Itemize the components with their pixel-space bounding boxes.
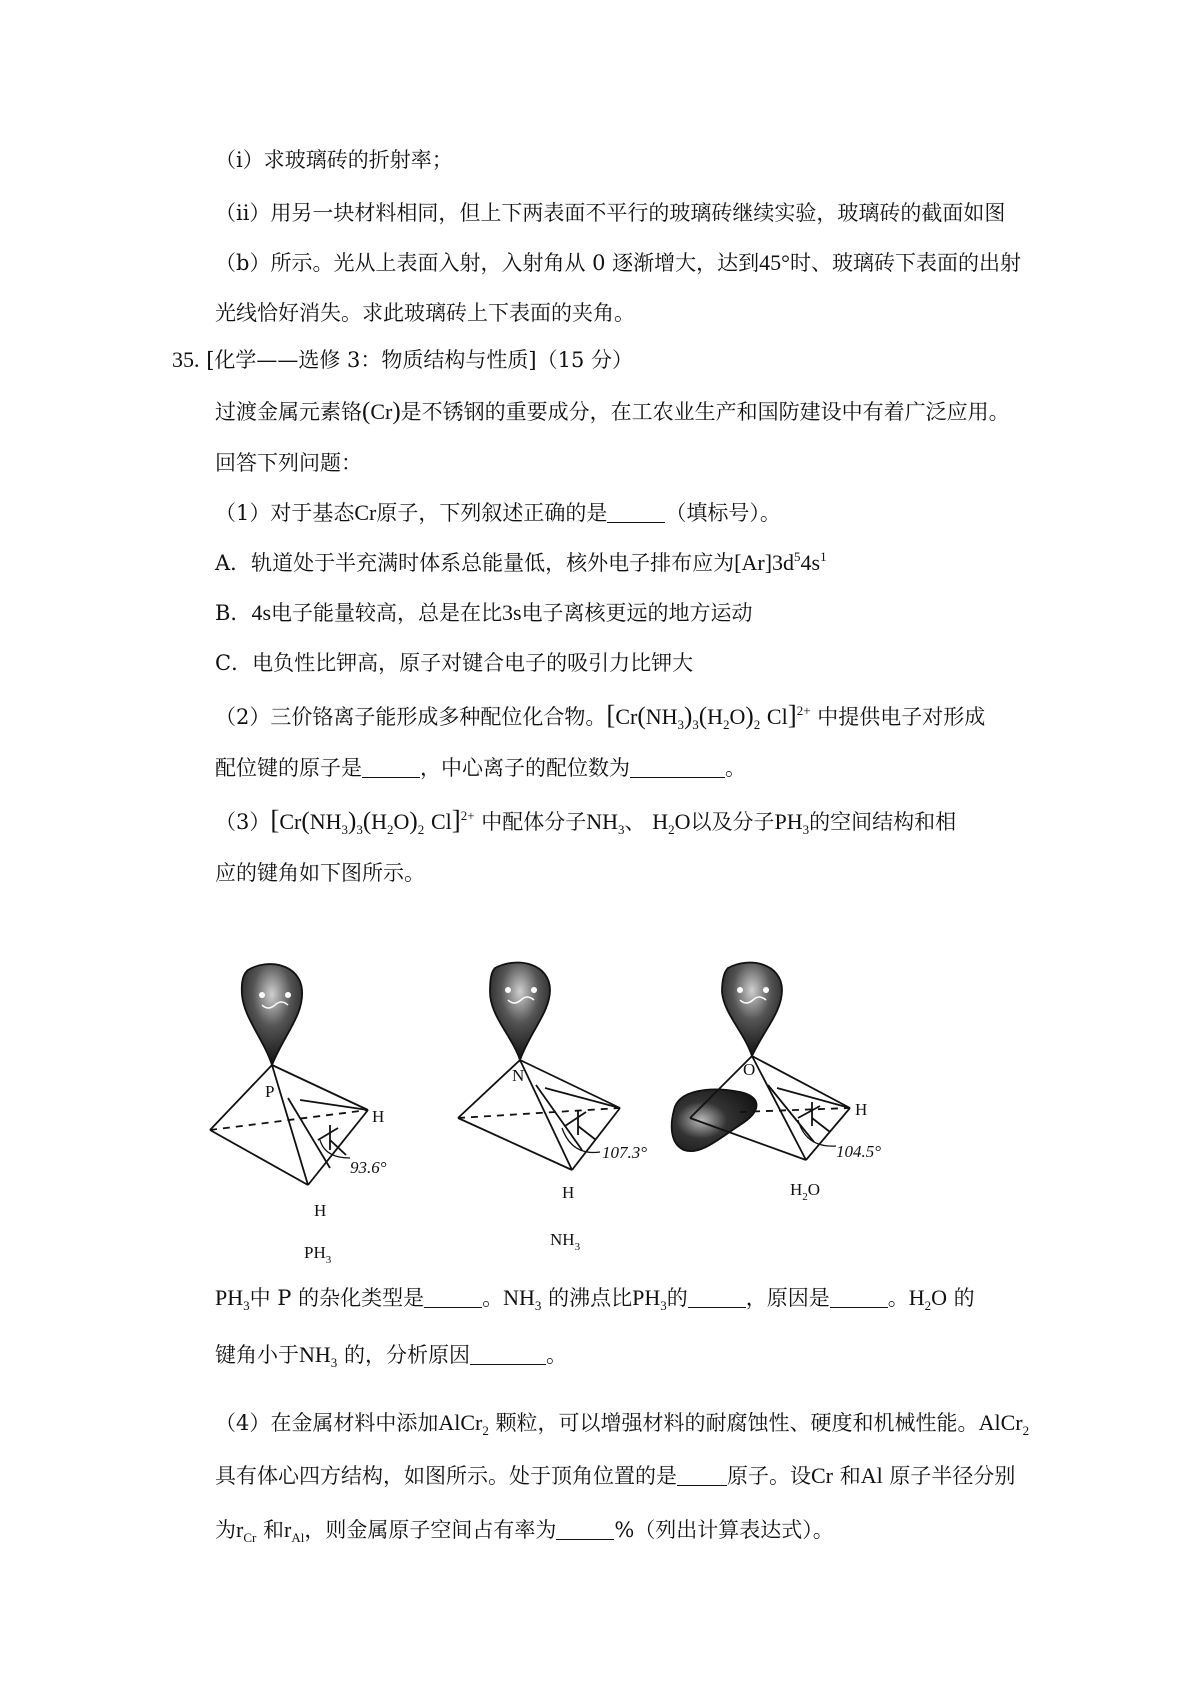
ph3-angle-label: 93.6° [350, 1158, 387, 1177]
answer-blank[interactable] [362, 757, 420, 778]
lone-pair-lobe [722, 963, 782, 1056]
answer-blank[interactable] [424, 1287, 482, 1308]
h2o-angle-label: 104.5° [836, 1142, 882, 1161]
nh3-h-label: H [562, 1183, 575, 1202]
ph3-structure [210, 964, 368, 1185]
h2o-caption: $H_2O$ [790, 1180, 821, 1203]
part-1: （1）对于基态Cr原子，下列叙述正确的是 （填标号）。 [215, 500, 781, 525]
molecular-geometry-figure [200, 960, 960, 1266]
part-4-line2: 具有体心四方结构，如图所示。处于顶角位置的是 原子。设Cr 和Al 原子半径分别 [215, 1463, 1016, 1488]
ph3-center-label: P [265, 1082, 275, 1101]
answer-blank[interactable] [830, 1287, 888, 1308]
nh3-structure [458, 963, 620, 1170]
ph3-caption: $PH_3$ [304, 1243, 332, 1266]
part-3-line1: $(3)[Cr(NH_3)_3(H_2O)_2$ Cl]$^{2+}$ 中配体分子$NH_3$、 $H_2O$以及分子$PH_3$的空间结构和相 [215, 805, 957, 837]
h2o-h-label: H [855, 1100, 868, 1119]
h2o-structure [672, 963, 850, 1160]
question-ii-line3: 光线恰好消失。求此玻璃砖上下表面的夹角。 [215, 301, 635, 325]
part-3-question-line2: 键角小于$NH_3$ 的，分析原因 。 [215, 1342, 567, 1370]
answer-blank[interactable] [677, 1465, 727, 1486]
answer-blank[interactable] [630, 757, 725, 778]
part-4-line3: 为$r_{Cr}$ 和$r_{Al}$，则金属原子空间占有率为 %（列出计算表达式）。 [215, 1517, 834, 1545]
part-2-line2: 配位键的原子是 ，中心离子的配位数为 。 [215, 756, 746, 780]
answer-blank[interactable] [556, 1519, 614, 1540]
option-a: A．轨道处于半充满时体系总能量低，核外电子排布应为$[Ar]3d^54s^1$ [215, 549, 827, 575]
part-2-line1: （2）三价铬离子能形成多种配位化合物。[$Cr(NH_3)_3(H_2O)_2$ Cl]$^{2+}$ 中提供电子对形成 [215, 700, 986, 732]
lone-pair-lobe [672, 1089, 757, 1151]
answer-blank[interactable] [607, 502, 665, 523]
lone-pair-lobe [490, 963, 550, 1060]
h2o-center-label: O [743, 1060, 756, 1079]
ph3-h-label-1: H [372, 1107, 385, 1126]
part-3-line2: 应的键角如下图所示。 [215, 861, 425, 885]
lone-pair-lobe [242, 964, 302, 1065]
ph3-h-label-2: H [314, 1201, 327, 1220]
question-i: （ⅰ）求玻璃砖的折射率； [215, 148, 453, 172]
nh3-center-label: N [512, 1066, 525, 1085]
question-35-intro: 过渡金属元素铬(Cr)是不锈钢的重要成分，在工农业生产和国防建设中有着广泛应用。 [215, 398, 1010, 425]
nh3-caption: $NH_3$ [550, 1230, 581, 1253]
part-4-line1: （4）在金属材料中添加AlCr$_2$ 颗粒，可以增强材料的耐腐蚀性、硬度和机械性能。AlCr$_2$ [215, 1410, 1030, 1438]
question-ii-line2: （b）所示。光从上表面入射，入射角从 0 逐渐增大，达到45°时、玻璃砖下表面的出射 [215, 250, 1021, 275]
answer-prompt: 回答下列问题： [215, 451, 362, 475]
answer-blank[interactable] [470, 1344, 546, 1365]
question-35-heading: 35. [化学——选修 3：物质结构与性质]（15 分） [172, 347, 634, 372]
nh3-angle-label: 107.3° [602, 1143, 648, 1162]
option-b: B．4s电子能量较高，总是在比3s电子离核更远的地方运动 [215, 600, 753, 625]
option-c: C．电负性比钾高，原子对键合电子的吸引力比钾大 [215, 651, 694, 675]
part-3-question-line1: $PH_3$中 P 的杂化类型是 。$NH_3$ 的沸点比$PH_3$的 ，原因是 。$H_2O$ 的 [215, 1285, 975, 1313]
question-ii-line1: （ⅱ）用另一块材料相同，但上下两表面不平行的玻璃砖继续实验，玻璃砖的截面如图 [215, 201, 1006, 225]
answer-blank[interactable] [688, 1287, 746, 1308]
